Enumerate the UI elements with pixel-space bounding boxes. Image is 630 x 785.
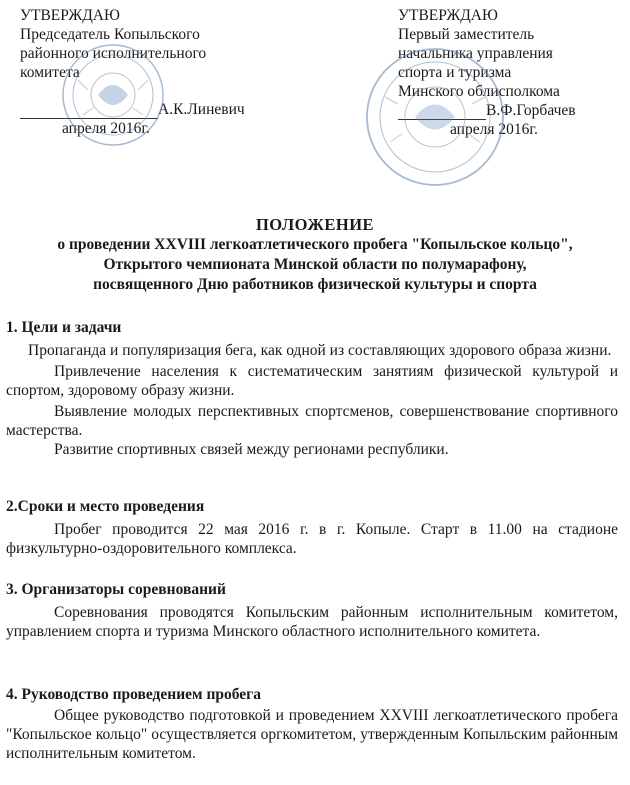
section-dates-place (6, 497, 618, 558)
document-subtitle-line-3: посвященного Дню работников физической культуры и спорта (93, 276, 537, 293)
approval-position-line-3: спорта и туризма (398, 64, 512, 81)
section-heading: 1. Цели и задачи (6, 319, 122, 336)
section-organizers (6, 580, 618, 641)
approval-position-line-3: комитета (20, 64, 80, 81)
approval-date-right: апреля 2016г. (450, 121, 538, 138)
approval-signature-row-left (20, 100, 260, 119)
approval-signature-name-left: А.К.Линевич (158, 101, 245, 118)
document-subtitle-line-2: Открытого чемпионата Минской области по полумарафону, (103, 256, 527, 273)
approval-position-line-1: Первый заместитель (398, 26, 535, 43)
section-paragraph: Соревнования проводятся Копыльским районным исполнительным комитетом, управлением спорта и туризма Минского областного исполнительного комитета. (6, 604, 618, 640)
section-heading: 2.Сроки и место проведения (6, 498, 205, 515)
approval-block-right (398, 6, 628, 139)
section-paragraph: Общее руководство подготовкой и проведением XXVIII легкоатлетического пробега "Копыльское кольцо" осуществляется оргкомитетом, утвержденным Копыльским районным исполнительным комитетом. (6, 707, 618, 762)
approval-date-left: апреля 2016г. (62, 120, 150, 137)
approval-heading-right: УТВЕРЖДАЮ (398, 7, 498, 24)
section-paragraph: Привлечение населения к систематическим занятиям физической культурой и спортом, здоровому образу жизни. (6, 363, 618, 399)
document-title: ПОЛОЖЕНИЕ (255, 215, 375, 234)
approval-block-left (20, 6, 260, 138)
approval-position-line-1: Председатель Копыльского (20, 26, 200, 43)
section-heading: 4. Руководство проведением пробега (6, 686, 261, 703)
section-paragraph: Выявление молодых перспективных спортсменов, совершенствование спортивного мастерства. (6, 403, 618, 439)
section-paragraph: Пробег проводится 22 мая 2016 г. в г. Копыле. Старт в 11.00 на стадионе физкультурно-оздоровительного комплекса. (6, 521, 618, 557)
approval-position-line-4: Минского облисполкома (398, 83, 560, 100)
approval-position-line-2: начальника управления (398, 45, 553, 62)
document-subtitle-line-1: о проведении XXVIII легкоатлетического пробега "Копыльское кольцо", (57, 236, 573, 253)
section-management (6, 685, 618, 763)
approval-signature-name-right: В.Ф.Горбачев (486, 102, 576, 119)
section-paragraph: Развитие спортивных связей между регионами республики. (54, 441, 449, 458)
approval-position-line-2: районного исполнительного (20, 45, 207, 62)
approval-signature-row-right (398, 101, 628, 120)
approval-heading-left: УТВЕРЖДАЮ (20, 7, 120, 24)
section-paragraph: Пропаганда и популяризация бега, как одной из составляющих здорового образа жизни. (28, 342, 612, 359)
section-goals (6, 318, 618, 459)
section-heading: 3. Организаторы соревнований (6, 581, 226, 598)
